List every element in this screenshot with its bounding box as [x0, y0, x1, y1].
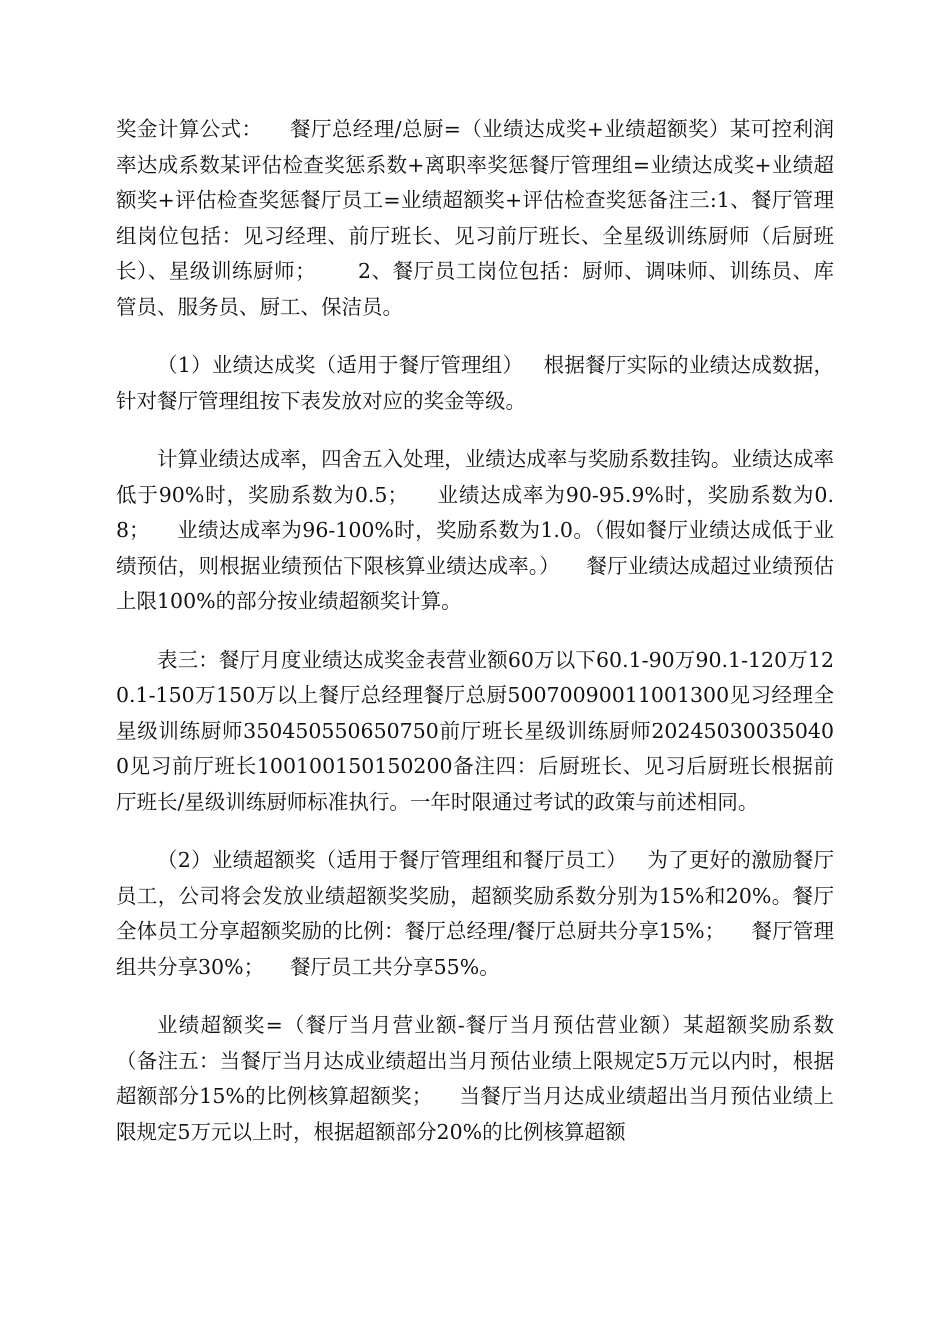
paragraph-performance-bonus: （1）业绩达成奖（适用于餐厅管理组） 根据餐厅实际的业绩达成数据，针对餐厅管理组按下表发放对应的奖金等级。: [116, 353, 834, 413]
paragraph-excess-bonus: （2）业绩超额奖（适用于餐厅管理组和餐厅员工） 为了更好的激励餐厅员工，公司将会发放业绩超额奖奖励，超额奖励系数分别为15%和20%。餐厅全体员工分享超额奖励的比例：餐厅总经理/餐厅总厨共分享15%； 餐厅管理组共分享30%； 餐厅员工共分享55%。: [116, 848, 834, 979]
document-body: [116, 112, 834, 1173]
paragraph-table-three: 表三：餐厅月度业绩达成奖金表营业额60万以下60.1-90万90.1-120万120.1-150万150万以上餐厅总经理餐厅总厨50070090011001300见习经理全星级训练厨师350450550650750前厅班长星级训练厨师202450300350400见习前厅班长100100150150200备注四：后厨班长、见习后厨班长根据前厅班长/星级训练厨师标准执行。一年时限通过考试的政策与前述相同。: [116, 647, 834, 814]
paragraph-bonus-formula: 奖金计算公式： 餐厅总经理/总厨=（业绩达成奖+业绩超额奖）某可控利润率达成系数某评估检查奖惩系数+离职率奖惩餐厅管理组=业绩达成奖+业绩超额奖+评估检查奖惩餐厅员工=业绩超额奖+评估检查奖惩备注三:1、餐厅管理组岗位包括：见习经理、前厅班长、见习前厅班长、全星级训练厨师（后厨班长）、星级训练厨师； 2、餐厅员工岗位包括：厨师、调味师、训练员、库管员、服务员、厨工、保洁员。: [116, 117, 834, 319]
paragraph-excess-formula: 业绩超额奖=（餐厅当月营业额-餐厅当月预估营业额）某超额奖励系数（备注五：当餐厅当月达成业绩超出当月预估业绩上限规定5万元以内时，根据超额部分15%的比例核算超额奖； 当餐厅当月达成业绩超出当月预估业绩上限规定5万元以上时，根据超额部分20%的比例核算超额: [116, 1013, 834, 1144]
paragraph-achievement-rate: 计算业绩达成率，四舍五入处理，业绩达成率与奖励系数挂钩。业绩达成率低于90%时，奖励系数为0.5； 业绩达成率为90-95.9%时，奖励系数为0.8； 业绩达成率为96-100%时，奖励系数为1.0。（假如餐厅业绩达成低于业绩预估，则根据业绩预估下限核算业绩达成率。） 餐厅业绩达成超过业绩预估上限100%的部分按业绩超额奖计算。: [116, 447, 834, 613]
